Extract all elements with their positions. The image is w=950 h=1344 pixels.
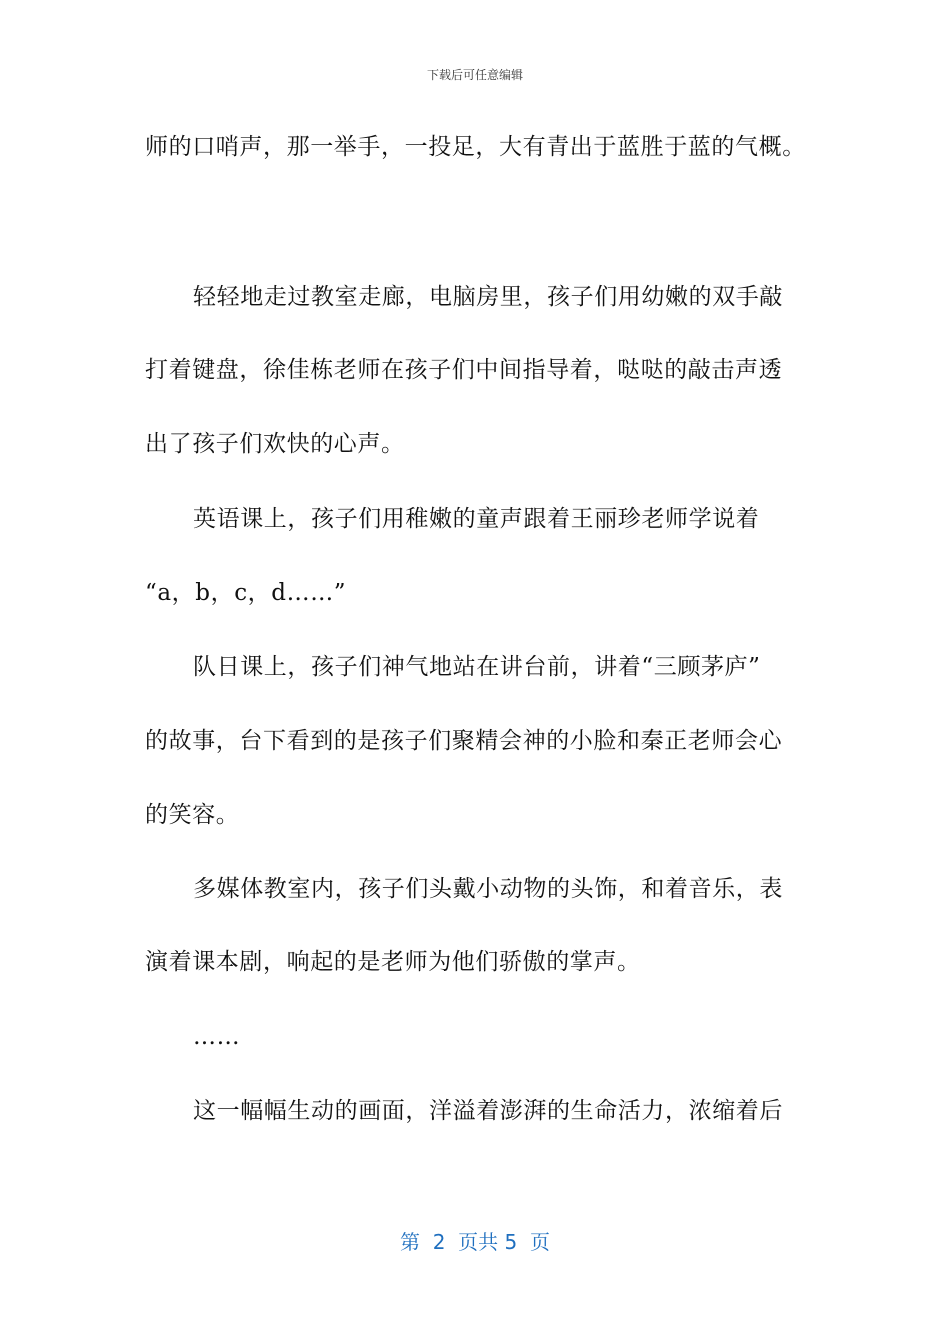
- text-line: 多媒体教室内，孩子们头戴小动物的头饰，和着音乐，表: [193, 876, 783, 902]
- page-header: 下载后可任意编辑: [426, 68, 523, 82]
- text-line: 的笑容。: [145, 802, 240, 828]
- text-line: “a，b，c，d……”: [145, 580, 347, 606]
- text-line: 队日课上，孩子们神气地站在讲台前，讲着“三顾茅庐”: [193, 654, 761, 680]
- page-number-footer: 第 2 页共 5 页: [400, 1230, 550, 1254]
- text-line: 打着键盘，徐佳栋老师在孩子们中间指导着，哒哒的敲击声透: [145, 357, 783, 383]
- text-line: 英语课上，孩子们用稚嫩的童声跟着王丽珍老师学说着: [193, 506, 760, 532]
- text-line: 演着课本剧，响起的是老师为他们骄傲的掌声。: [145, 949, 641, 975]
- text-line: 的故事，台下看到的是孩子们聚精会神的小脸和秦正老师会心: [145, 728, 783, 754]
- text-line: 师的口哨声，那一举手，一投足，大有青出于蓝胜于蓝的气概。: [145, 134, 806, 160]
- text-line: 轻轻地走过教室走廊，电脑房里，孩子们用幼嫩的双手敲: [193, 284, 783, 310]
- text-line: ……: [193, 1024, 241, 1050]
- text-line: 出了孩子们欢快的心声。: [145, 431, 405, 457]
- text-line: 这一幅幅生动的画面，洋溢着澎湃的生命活力，浓缩着后: [193, 1098, 783, 1124]
